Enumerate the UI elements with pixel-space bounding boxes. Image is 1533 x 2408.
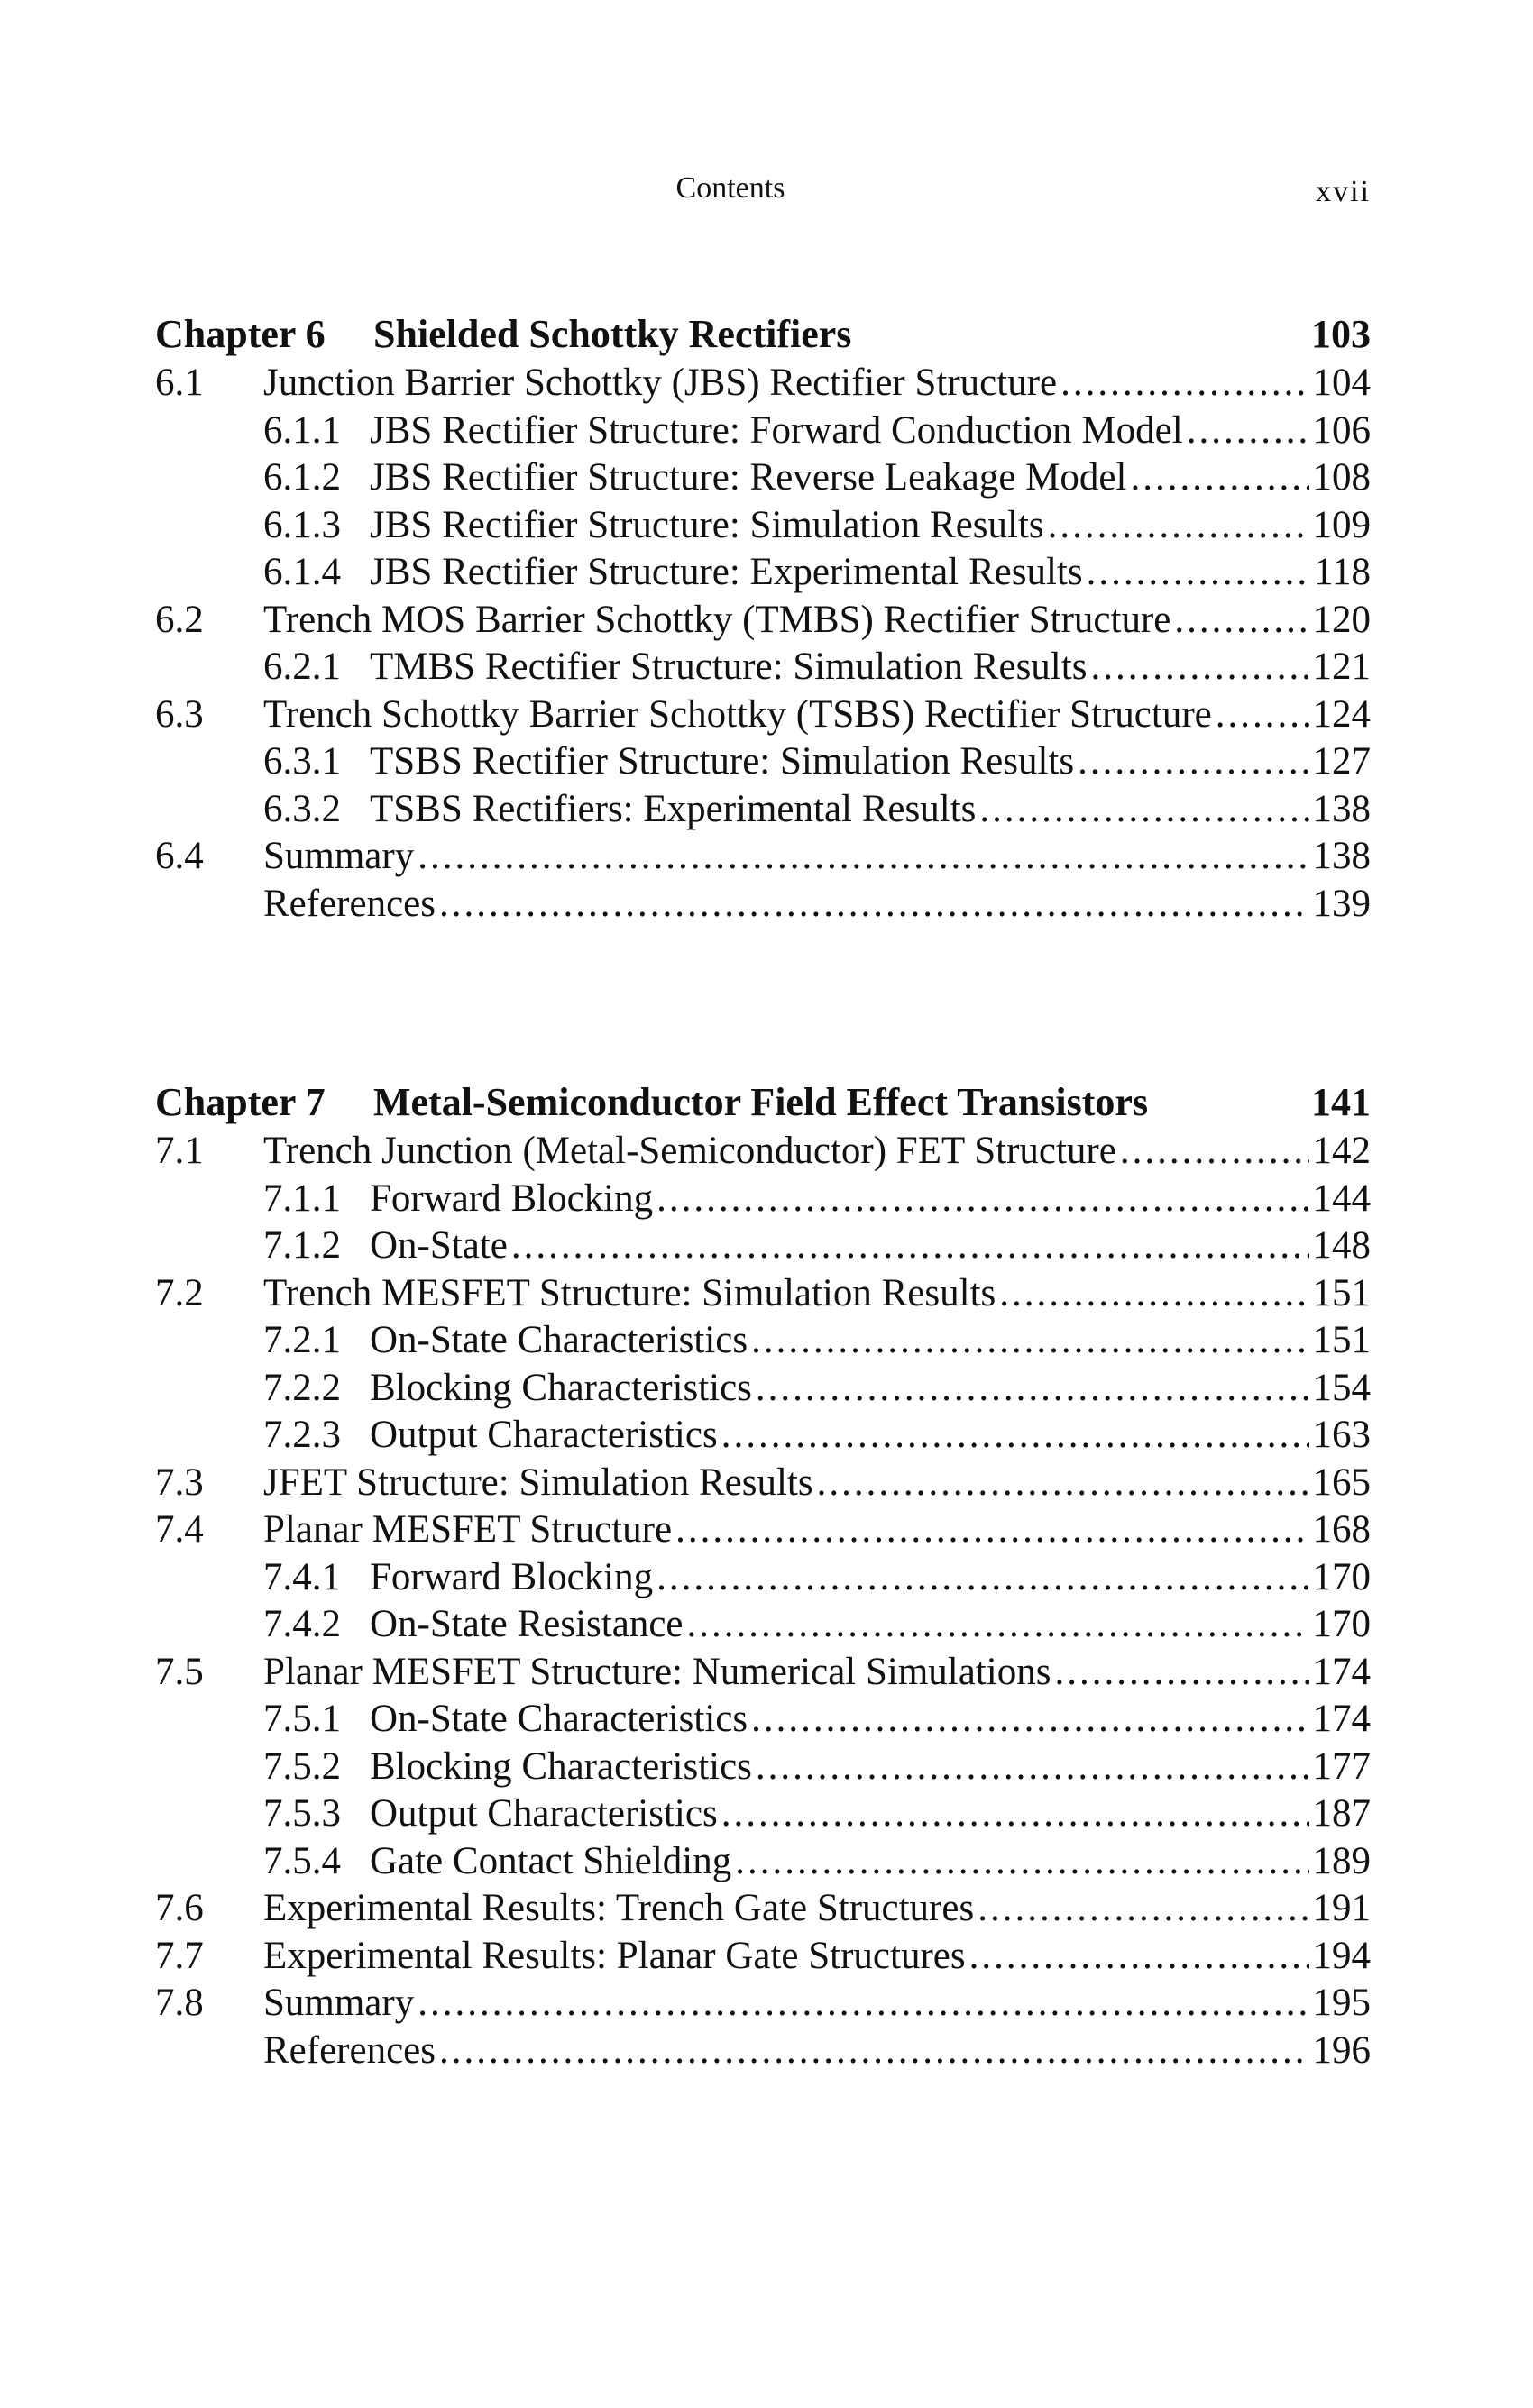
chapter-page-number: 141 — [1311, 1080, 1371, 1124]
section-number: 7.4.1 — [263, 1555, 341, 1598]
toc-entry — [155, 1554, 1371, 1602]
entry-title: Forward Blocking — [370, 1177, 654, 1220]
section-number: 7.1 — [155, 1130, 204, 1172]
toc-entry — [155, 644, 1371, 691]
chapter-title: Shielded Schottky Rectifiers — [373, 312, 852, 356]
dot-leader — [721, 1790, 1309, 1838]
entry-page-number: 163 — [1312, 1414, 1371, 1456]
entry-title: Experimental Results: Trench Gate Structures — [263, 1887, 975, 1929]
toc-entry — [155, 454, 1371, 502]
chapter-label: Chapter 6 — [155, 312, 326, 356]
entry-line — [263, 1933, 1371, 1981]
entry-line — [370, 1838, 1371, 1886]
chapter-6-section — [155, 309, 1371, 928]
dot-leader — [979, 786, 1308, 834]
dot-leader — [1120, 1128, 1309, 1176]
entry-page-number: 174 — [1312, 1698, 1371, 1740]
toc-entry — [155, 549, 1371, 597]
chapter-page-number: 103 — [1311, 312, 1371, 356]
entry-line — [263, 1885, 1371, 1933]
entry-title: Gate Contact Shielding — [370, 1839, 732, 1882]
entry-page-number: 124 — [1312, 692, 1371, 736]
toc-entry — [155, 786, 1371, 834]
dot-leader — [1216, 691, 1309, 739]
toc-entry — [155, 1365, 1371, 1413]
entry-title: On-State Characteristics — [370, 1319, 748, 1361]
toc-entry — [155, 738, 1371, 786]
entry-page-number: 104 — [1312, 362, 1371, 404]
entry-line — [263, 881, 1371, 929]
toc-entry — [155, 1885, 1371, 1933]
section-number: 7.5.2 — [263, 1744, 341, 1788]
entry-page-number: 194 — [1312, 1934, 1371, 1977]
entry-line — [370, 738, 1371, 786]
entry-page-number: 142 — [1312, 1130, 1371, 1172]
entry-page-number: 151 — [1312, 1271, 1371, 1314]
entry-line — [370, 549, 1371, 597]
entry-page-number: 187 — [1312, 1792, 1371, 1835]
entry-page-number: 168 — [1312, 1508, 1371, 1551]
dot-leader — [418, 833, 1308, 881]
toc-entry — [155, 1460, 1371, 1507]
entry-line — [263, 2028, 1371, 2075]
chapter-title: Metal-Semiconductor Field Effect Transistors — [373, 1080, 1149, 1124]
dot-leader — [675, 1506, 1308, 1554]
section-number: 6.3 — [155, 692, 204, 736]
entry-page-number: 120 — [1312, 598, 1371, 641]
entry-page-number: 139 — [1312, 882, 1371, 925]
section-number: 7.3 — [155, 1460, 204, 1504]
entry-title: Blocking Characteristics — [370, 1366, 752, 1409]
toc-entry — [155, 881, 1371, 929]
dot-leader — [817, 1460, 1309, 1507]
toc-entry — [155, 1176, 1371, 1223]
entry-title: References — [263, 2028, 436, 2072]
section-number: 6.1.4 — [263, 551, 341, 593]
entry-page-number: 151 — [1312, 1319, 1371, 1361]
entry-title: On-State — [370, 1224, 508, 1267]
entry-line — [263, 1980, 1371, 2028]
entry-line — [263, 360, 1371, 407]
toc-entry — [155, 2028, 1371, 2075]
toc-entry — [155, 1649, 1371, 1697]
entry-page-number: 174 — [1312, 1650, 1371, 1693]
entry-line — [370, 1744, 1371, 1791]
section-number: 7.6 — [155, 1887, 204, 1929]
entry-page-number: 108 — [1312, 456, 1371, 499]
chapter-7-section — [155, 1077, 1371, 2074]
dot-leader — [439, 881, 1309, 929]
dot-leader — [439, 2028, 1309, 2075]
toc-entry — [155, 1696, 1371, 1744]
entry-title: Experimental Results: Planar Gate Structures — [263, 1934, 966, 1977]
dot-leader — [751, 1317, 1308, 1365]
dot-leader — [735, 1838, 1308, 1886]
entry-title: Forward Blocking — [370, 1555, 654, 1598]
entry-line — [263, 1506, 1371, 1554]
entry-page-number: 191 — [1312, 1887, 1371, 1929]
dot-leader — [656, 1554, 1308, 1602]
section-number: 6.2.1 — [263, 645, 341, 688]
toc-entry — [155, 1317, 1371, 1365]
dot-leader — [1090, 644, 1308, 691]
page-header — [0, 171, 1533, 216]
toc-entry — [155, 502, 1371, 550]
section-number: 6.1 — [155, 362, 204, 404]
section-number: 7.7 — [155, 1934, 204, 1977]
entry-page-number: 196 — [1312, 2028, 1371, 2072]
toc-entry — [155, 1412, 1371, 1460]
entry-line — [370, 1554, 1371, 1602]
entry-title: TMBS Rectifier Structure: Simulation Results — [370, 645, 1088, 688]
dot-leader — [969, 1933, 1309, 1981]
entry-title: TSBS Rectifier Structure: Simulation Results — [370, 740, 1075, 783]
entry-line — [370, 644, 1371, 691]
toc-list — [155, 1128, 1371, 2074]
entry-title: JFET Structure: Simulation Results — [263, 1460, 813, 1504]
entry-title: On-State Characteristics — [370, 1698, 748, 1740]
running-head: Contents — [675, 171, 785, 205]
toc-entry — [155, 360, 1371, 407]
section-number: 6.4 — [155, 835, 204, 877]
entry-title: Trench MOS Barrier Schottky (TMBS) Rectifier Structure — [263, 598, 1171, 641]
entry-title: Output Characteristics — [370, 1414, 718, 1456]
dot-leader — [999, 1270, 1308, 1318]
entry-page-number: 138 — [1312, 787, 1371, 830]
entry-title: Trench Schottky Barrier Schottky (TSBS) Rectifier Structure — [263, 692, 1212, 736]
toc-entry — [155, 833, 1371, 881]
entry-line — [370, 502, 1371, 550]
dot-leader — [1060, 360, 1308, 407]
section-number: 7.4.2 — [263, 1603, 341, 1645]
entry-line — [263, 597, 1371, 645]
section-number: 7.2 — [155, 1271, 204, 1314]
entry-page-number: 138 — [1312, 835, 1371, 877]
toc-entry — [155, 597, 1371, 645]
entry-line — [370, 1176, 1371, 1223]
section-number: 7.1.2 — [263, 1224, 341, 1267]
dot-leader — [1187, 407, 1309, 455]
section-number: 7.2.2 — [263, 1366, 341, 1409]
entry-line — [263, 1270, 1371, 1318]
toc-entry — [155, 1838, 1371, 1886]
dot-leader — [1174, 597, 1308, 645]
toc-entry — [155, 1506, 1371, 1554]
entry-page-number: 170 — [1312, 1555, 1371, 1598]
toc-entry — [155, 1933, 1371, 1981]
dot-leader — [1054, 1649, 1308, 1697]
entry-title: JBS Rectifier Structure: Forward Conduction Model — [370, 408, 1183, 452]
entry-line — [263, 1649, 1371, 1697]
dot-leader — [756, 1744, 1309, 1791]
chapter-heading — [155, 1077, 1371, 1128]
entry-title: Output Characteristics — [370, 1792, 718, 1835]
dot-leader — [1078, 738, 1308, 786]
entry-title: Junction Barrier Schottky (JBS) Rectifier Structure — [263, 362, 1058, 404]
dot-leader — [418, 1980, 1308, 2028]
entry-page-number: 170 — [1312, 1603, 1371, 1645]
entry-title: Summary — [263, 835, 415, 877]
section-number: 7.2.3 — [263, 1414, 341, 1456]
entry-title: JBS Rectifier Structure: Experimental Results — [370, 551, 1083, 593]
section-number: 7.5 — [155, 1650, 204, 1693]
dot-leader — [1048, 502, 1309, 550]
section-number: 7.4 — [155, 1508, 204, 1551]
entry-line — [370, 1601, 1371, 1649]
section-number: 6.1.2 — [263, 456, 341, 499]
section-number: 6.1.3 — [263, 503, 341, 546]
section-number: 6.2 — [155, 598, 204, 641]
entry-page-number: 177 — [1312, 1744, 1371, 1788]
entry-line — [263, 691, 1371, 739]
toc-entry — [155, 407, 1371, 455]
entry-page-number: 144 — [1312, 1177, 1371, 1220]
toc-entry — [155, 1270, 1371, 1318]
dot-leader — [756, 1365, 1309, 1413]
entry-line — [370, 1412, 1371, 1460]
entry-title: Planar MESFET Structure — [263, 1508, 673, 1551]
section-number: 7.5.1 — [263, 1698, 341, 1740]
entry-page-number: 148 — [1312, 1224, 1371, 1267]
toc-entry — [155, 1128, 1371, 1176]
entry-page-number: 121 — [1312, 645, 1371, 688]
dot-leader — [687, 1601, 1309, 1649]
section-number: 7.5.3 — [263, 1792, 341, 1835]
entry-line — [370, 407, 1371, 455]
entry-title: On-State Resistance — [370, 1603, 684, 1645]
entry-line — [263, 833, 1371, 881]
dot-leader — [1087, 549, 1311, 597]
dot-leader — [751, 1696, 1308, 1744]
entry-title: References — [263, 882, 436, 925]
entry-title: Planar MESFET Structure: Numerical Simulations — [263, 1650, 1051, 1693]
section-number: 7.1.1 — [263, 1177, 341, 1220]
section-number: 6.1.1 — [263, 408, 341, 452]
entry-page-number: 127 — [1312, 740, 1371, 783]
entry-line — [263, 1460, 1371, 1507]
entry-page-number: 118 — [1314, 551, 1371, 593]
section-number: 7.8 — [155, 1982, 204, 2024]
entry-line — [370, 1790, 1371, 1838]
entry-page-number: 195 — [1312, 1982, 1371, 2024]
page-number: xvii — [1316, 175, 1371, 208]
entry-title: Blocking Characteristics — [370, 1744, 752, 1788]
dot-leader — [721, 1412, 1309, 1460]
toc-entry — [155, 1790, 1371, 1838]
entry-title: JBS Rectifier Structure: Simulation Results — [370, 503, 1044, 546]
toc-entry — [155, 1744, 1371, 1791]
entry-page-number: 165 — [1312, 1460, 1371, 1504]
section-number: 7.5.4 — [263, 1839, 341, 1882]
entry-line — [263, 1128, 1371, 1176]
section-number: 6.3.2 — [263, 787, 341, 830]
section-number: 6.3.1 — [263, 740, 341, 783]
entry-title: JBS Rectifier Structure: Reverse Leakage Model — [370, 456, 1127, 499]
entry-title: Summary — [263, 1982, 415, 2024]
entry-line — [370, 454, 1371, 502]
entry-title: Trench Junction (Metal-Semiconductor) FET Structure — [263, 1130, 1116, 1172]
dot-leader — [1130, 454, 1308, 502]
dot-leader — [978, 1885, 1308, 1933]
entry-page-number: 189 — [1312, 1839, 1371, 1882]
chapter-label: Chapter 7 — [155, 1080, 326, 1124]
dot-leader — [656, 1176, 1308, 1223]
entry-line — [370, 1317, 1371, 1365]
entry-line — [370, 1696, 1371, 1744]
toc-entry — [155, 1601, 1371, 1649]
toc-entry — [155, 1980, 1371, 2028]
dot-leader — [511, 1222, 1309, 1270]
toc-entry — [155, 691, 1371, 739]
entry-line — [370, 1365, 1371, 1413]
entry-page-number: 109 — [1312, 503, 1371, 546]
entry-line — [370, 786, 1371, 834]
entry-page-number: 106 — [1312, 408, 1371, 452]
toc-entry — [155, 1222, 1371, 1270]
section-number: 7.2.1 — [263, 1319, 341, 1361]
entry-line — [370, 1222, 1371, 1270]
chapter-heading — [155, 309, 1371, 360]
toc-list — [155, 360, 1371, 928]
entry-title: TSBS Rectifiers: Experimental Results — [370, 787, 977, 830]
entry-page-number: 154 — [1312, 1366, 1371, 1409]
entry-title: Trench MESFET Structure: Simulation Results — [263, 1271, 996, 1314]
